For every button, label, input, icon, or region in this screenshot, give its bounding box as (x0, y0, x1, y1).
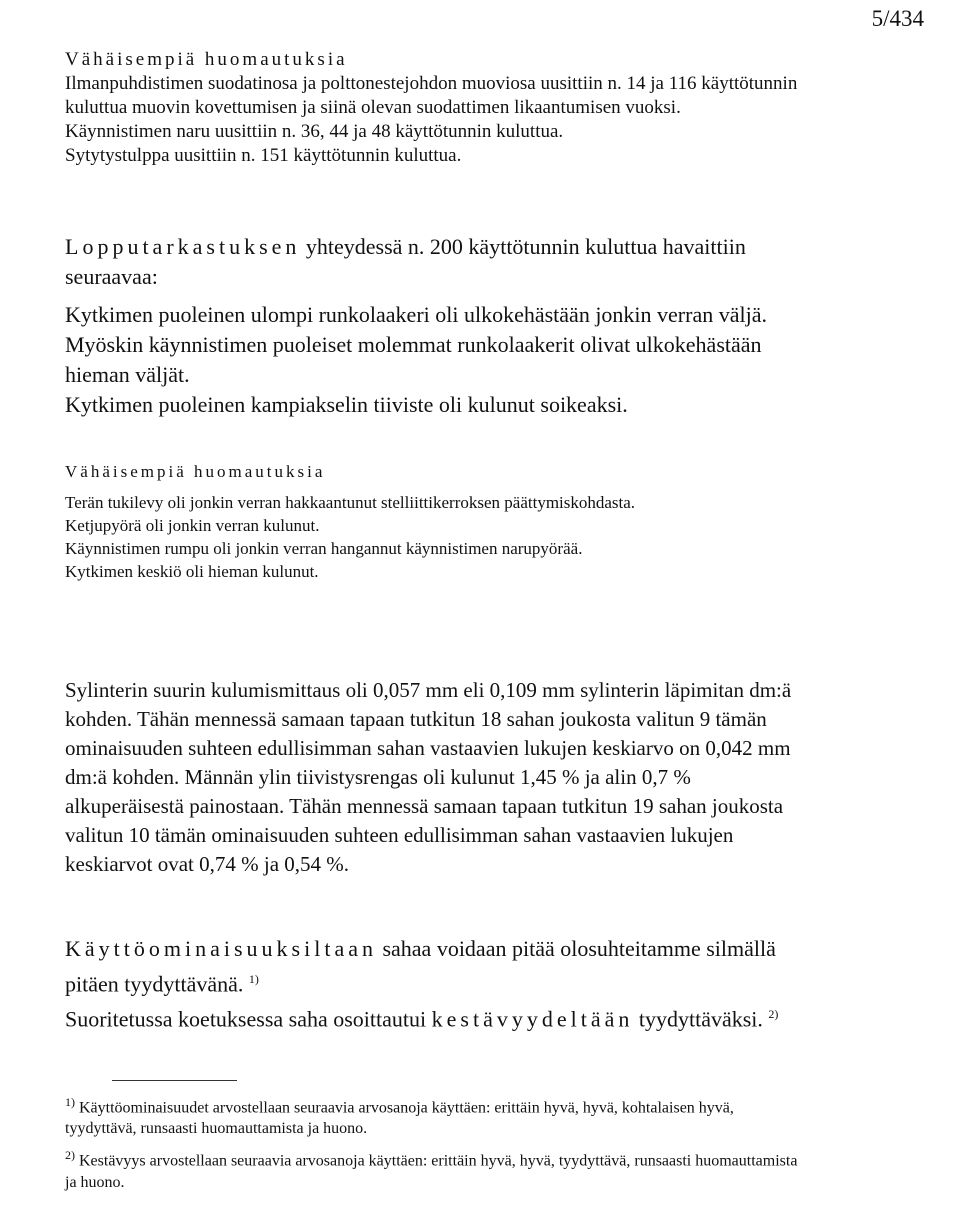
paragraph: Käynnistimen rumpu oli jonkin verran hangannut käynnistimen narupyörää. (65, 539, 583, 558)
footnote: $^{2)}$ Kestävyys arvostellaan seuraavia arvosanoja käyttäen: erittäin hyvä, hyvä, tyydyttävä, runsaasti huomauttamista ja huono. (65, 1148, 798, 1191)
footnote: $^{1)}$ Käyttöominaisuudet arvostellaan seuraavia arvosanoja käyttäen: erittäin hyvä, hyvä, kohtalaisen hyvä, tyydyttävä, runsaasti huomauttamista ja huono. (65, 1095, 734, 1138)
wear-measurements (65, 676, 800, 879)
paragraph: Käynnistimen naru uusittiin n. 36, 44 ja 48 käyttötunnin kuluttua. (65, 121, 564, 142)
spaced-term: Lopputarkastuksen (65, 234, 301, 259)
spaced-term: Käyttöominaisuuksiltaan (65, 936, 377, 961)
paragraph: Terän tukilevy oli jonkin verran hakkaantunut stelliittikerroksen päättymiskohdasta. (65, 493, 636, 512)
paragraph: Ilmanpuhdistimen suodatinosa ja polttonestejohdon muoviosa uusittiin n. 14 ja 116 käyttötunnin kuluttua muovin kovettumisen ja siinä olevan suodattimen likaantumisen vuoksi. (65, 73, 798, 118)
section-heading: Vähäisempiä huomautuksia (65, 49, 348, 70)
paragraph: Myöskin käynnistimen puoleiset molemmat runkolaakerit olivat ulkokehästään hieman väljät. (65, 332, 762, 387)
paragraph: Ketjupyörä oli jonkin verran kulunut. (65, 516, 320, 535)
final-inspection (65, 232, 815, 420)
footnotes (65, 1092, 800, 1193)
footnote-ref: 1) (248, 972, 259, 986)
paragraph: Sylinterin suurin kulumismittaus oli 0,057 mm eli 0,109 mm sylinterin läpimitan dm:ä kohden. Tähän mennessä samaan tapaan tutkitun 18 sahan joukosta valitun 9 tämän ominaisuuden suhteen edullisimman sahan vastaavien lukujen keskiarvo on 0,042 mm dm:ä kohden. Männän ylin tiivistysrengas oli kulunut 1,45 % ja alin 0,7 % alkuperäisestä painostaan. Tähän mennessä samaan tapaan tutkitun 19 sahan joukosta valitun 10 tämän ominaisuuden suhteen edullisimman sahan vastaavien lukujen keskiarvot ovat 0,74 % ja 0,54 %. (65, 678, 792, 876)
usability-paragraph: Käyttöominaisuuksiltaan sahaa voidaan pitää olosuhteitamme silmällä pitäen tyydyttävänä. $^{1)}$ (65, 936, 776, 997)
page-number: 5/434 (871, 6, 924, 31)
lead-rest: yhteydessä n. 200 käyttötunnin kuluttua havaittiin seuraavaa: (65, 234, 746, 289)
section-heading: Vähäisempiä huomautuksia (65, 462, 326, 481)
paragraph: Kytkimen puoleinen ulompi runkolaakeri oli ulkokehästään jonkin verran väljä. (65, 302, 767, 327)
durability-paragraph: Suoritetussa koetuksessa saha osoittautui kestävyydeltään tyydyttäväksi. $^{2)}$ (65, 1006, 779, 1032)
paragraph: Sytytystulppa uusittiin n. 151 käyttötunnin kuluttua. (65, 145, 462, 166)
paragraph: Kytkimen puoleinen kampiakselin tiiviste oli kulunut soikeaksi. (65, 392, 628, 417)
minor-remarks-2 (65, 460, 815, 583)
footnote-ref: 2) (768, 1007, 779, 1022)
lead-paragraph (65, 232, 815, 292)
evaluation (65, 934, 800, 1035)
minor-remarks-1 (65, 48, 815, 168)
spaced-term: kestävyydeltään (431, 1006, 634, 1032)
paragraph: Kytkimen keskiö oli hieman kulunut. (65, 562, 319, 581)
footnote-separator (112, 1080, 237, 1081)
